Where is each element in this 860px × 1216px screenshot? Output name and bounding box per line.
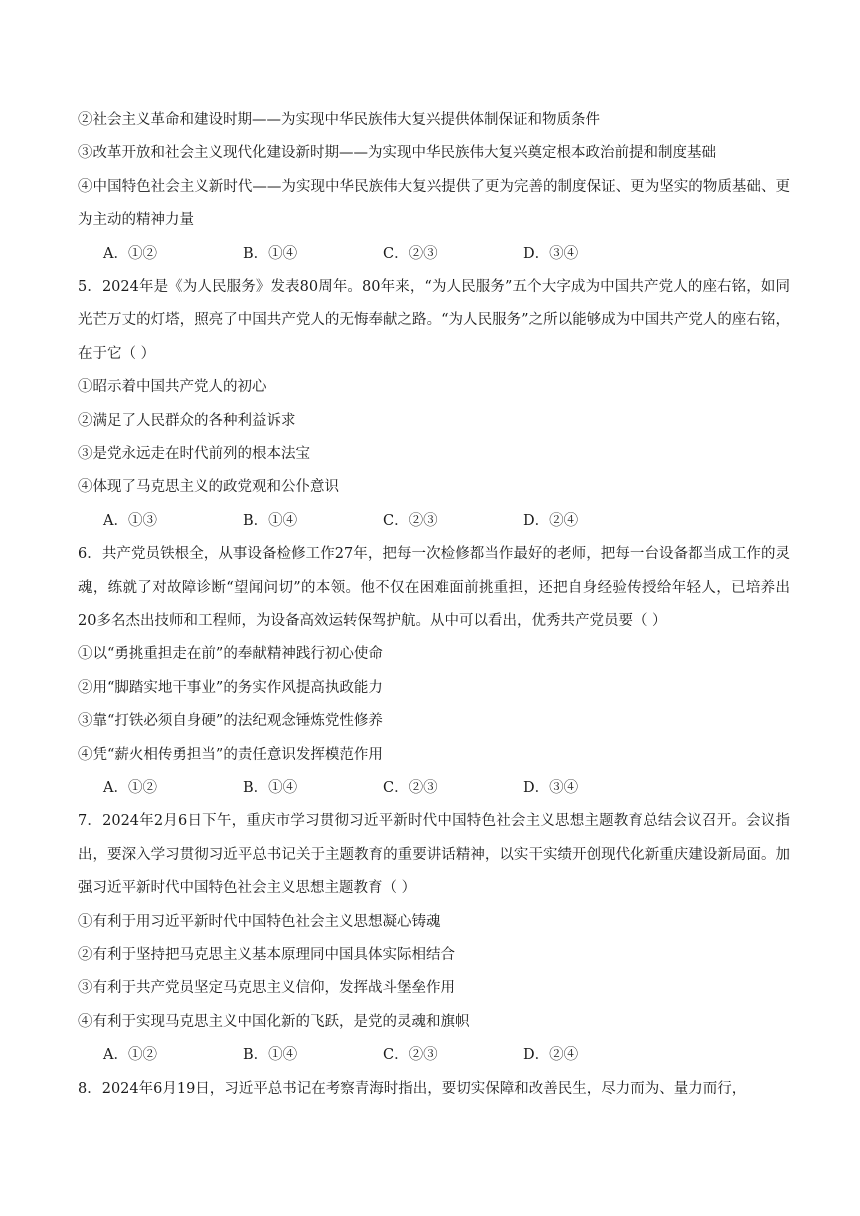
- choice-statement: ②满足了人民群众的各种利益诉求: [78, 412, 296, 429]
- choice-statement: ④有利于实现马克思主义中国化新的飞跃，是党的灵魂和旗帜: [78, 1013, 470, 1030]
- option-d[interactable]: D．②④: [523, 1047, 579, 1064]
- choice-statement: ①以“勇挑重担走在前”的奉献精神践行初心使命: [78, 646, 383, 663]
- choice-statement: ①昭示着中国共产党人的初心: [78, 379, 267, 396]
- option-c[interactable]: C．②③: [383, 512, 438, 529]
- option-a[interactable]: A．①②: [103, 245, 157, 262]
- choice-statement: ③靠“打铁必须自身硬”的法纪观念锤炼党性修养: [78, 713, 383, 730]
- option-b[interactable]: B．①④: [243, 512, 298, 529]
- option-c[interactable]: C．②③: [383, 779, 438, 796]
- answer-options: [78, 238, 790, 271]
- option-d[interactable]: D．③④: [523, 779, 579, 796]
- option-a[interactable]: A．①②: [103, 779, 157, 796]
- option-b[interactable]: B．①④: [243, 779, 298, 796]
- choice-statement: ②有利于坚持把马克思主义基本原理同中国具体实际相结合: [78, 946, 455, 963]
- exam-content: [78, 104, 790, 1106]
- option-b[interactable]: B．①④: [243, 1047, 298, 1064]
- question-stem: 7．2024年2月6日下午，重庆市学习贯彻习近平新时代中国特色社会主义思想主题教育总结会议召开。会议指出，要深入学习贯彻习近平总书记关于主题教育的重要讲话精神，以实干实绩开创现代化新重庆建设新局面。加强习近平新时代中国特色社会主义思想主题教育（ ）: [78, 813, 790, 897]
- option-a[interactable]: A．①③: [103, 512, 157, 529]
- question-stem: 8．2024年6月19日，习近平总书记在考察青海时指出，要切实保障和改善民生，尽力而为、量力而行，: [78, 1080, 747, 1097]
- option-b[interactable]: B．①④: [243, 245, 298, 262]
- choice-statement: ④凭“薪火相传勇担当”的责任意识发挥模范作用: [78, 746, 383, 763]
- choice-statement: ③改革开放和社会主义现代化建设新时期——为实现中华民族伟大复兴奠定根本政治前提和制度基础: [78, 145, 716, 162]
- choice-statement: ④体现了马克思主义的政党观和公仆意识: [78, 479, 339, 496]
- answer-options: [78, 505, 790, 538]
- option-c[interactable]: C．②③: [383, 1047, 438, 1064]
- option-c[interactable]: C．②③: [383, 245, 438, 262]
- option-a[interactable]: A．①②: [103, 1047, 157, 1064]
- choice-statement: ③是党永远走在时代前列的根本法宝: [78, 445, 310, 462]
- choice-statement: ④中国特色社会主义新时代——为实现中华民族伟大复兴提供了更为完善的制度保证、更为坚实的物质基础、更为主动的精神力量: [78, 178, 790, 229]
- choice-statement: ①有利于用习近平新时代中国特色社会主义思想凝心铸魂: [78, 913, 441, 930]
- answer-options: [78, 1039, 790, 1072]
- option-d[interactable]: D．③④: [523, 245, 579, 262]
- choice-statement: ③有利于共产党员坚定马克思主义信仰，发挥战斗堡垒作用: [78, 980, 455, 997]
- question-stem: 6．共产党员铁根全，从事设备检修工作27年，把每一次检修都当作最好的老师，把每一台设备都当成工作的灵魂，练就了对故障诊断“望闻问切”的本领。他不仅在困难面前挑重担，还把自身经验传授给年轻人，已培养出20多名杰出技师和工程师，为设备高效运转保驾护航。从中可以看出，优秀共产党员要（ ）: [78, 546, 790, 629]
- question-stem: 5．2024年是《为人民服务》发表80周年。80年来，“为人民服务”五个大字成为中国共产党人的座右铭，如同光芒万丈的灯塔，照亮了中国共产党人的无悔奉献之路。“为人民服务”之所以能够成为中国共产党人的座右铭，在于它（ ）: [78, 278, 790, 362]
- choice-statement: ②用“脚踏实地干事业”的务实作风提高执政能力: [78, 679, 383, 696]
- answer-options: [78, 772, 790, 805]
- option-d[interactable]: D．②④: [523, 512, 579, 529]
- choice-statement: ②社会主义革命和建设时期——为实现中华民族伟大复兴提供体制保证和物质条件: [78, 112, 600, 128]
